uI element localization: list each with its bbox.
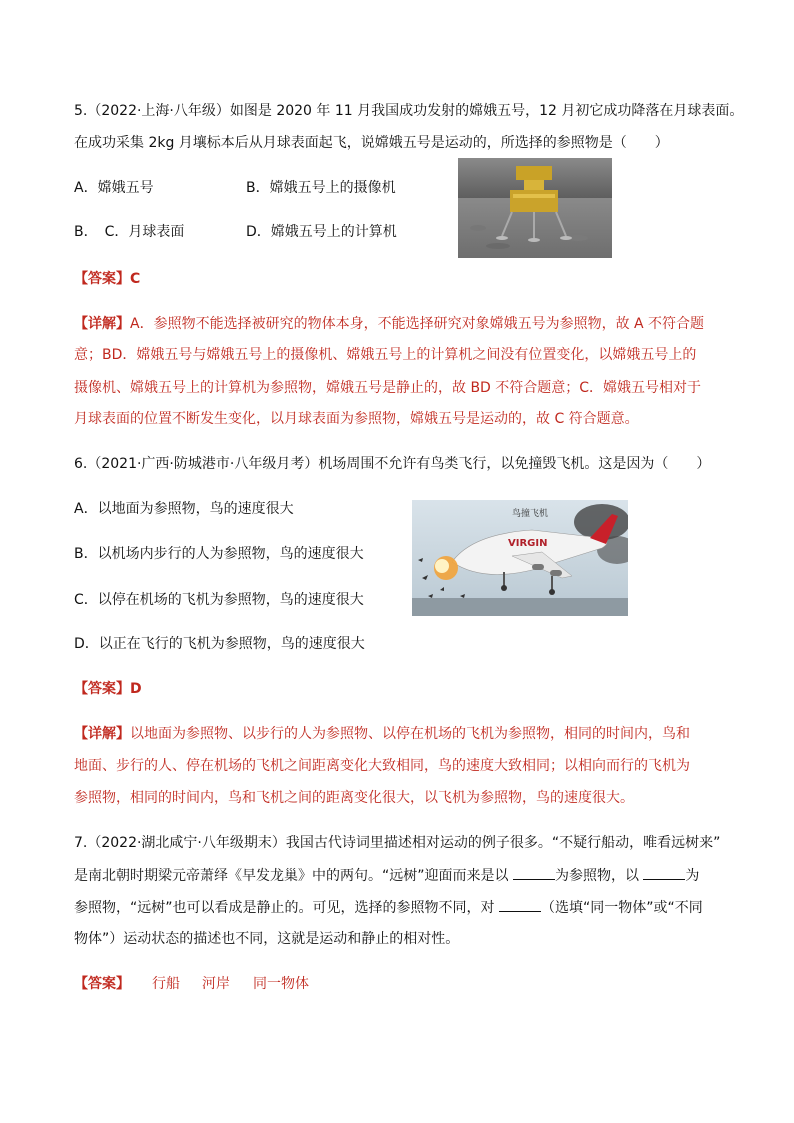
q6-answer-label: 【答案】: [74, 681, 130, 697]
q5-option-d: D．嫦娥五号上的计算机: [246, 224, 397, 240]
q6-answer: [74, 679, 142, 699]
q6-answer-value: D: [130, 681, 142, 697]
q7-answer-1: 行船: [152, 976, 180, 992]
q7-stem-line4: 物体”）运动状态的描述也不同，这就是运动和静止的相对性。: [74, 931, 460, 947]
q7-blank-1: [513, 865, 555, 880]
q7-answer-label: 【答案】: [74, 976, 130, 992]
bird-strike-image: [412, 500, 628, 616]
q7-blank-3: [499, 897, 541, 912]
q7-stem-line3-part1: 参照物，“远树”也可以看成是静止的。可见，选择的参照物不同，对: [74, 900, 495, 916]
q7-answer-2: 河岸: [202, 976, 230, 992]
q7-blank-2: [643, 865, 685, 880]
q6-option-a: A．以地面为参照物，鸟的速度很大: [74, 501, 294, 517]
q6-option-c: C．以停在机场的飞机为参照物，鸟的速度很大: [74, 592, 364, 608]
q5-answer-value: C: [130, 271, 141, 287]
q5-option-b: B．嫦娥五号上的摄像机: [246, 180, 396, 196]
q7-stem-line2-part3: 为: [685, 868, 700, 884]
q5-detail-text1: A．参照物不能选择被研究的物体本身，不能选择研究对象嫦娥五号为参照物，故 A 不符合题: [130, 316, 705, 332]
q6-option-b: B．以机场内步行的人为参照物，鸟的速度很大: [74, 546, 364, 562]
q6-detail-label: 【详解】: [74, 726, 130, 742]
q5-detail-line4: 月球表面的位置不断发生变化，以月球表面为参照物，嫦娥五号是运动的，故 C 符合题意。: [74, 411, 639, 427]
q7-stem-line2: [74, 865, 699, 886]
q7-answer: [74, 974, 130, 994]
change5-lander-image: [458, 158, 612, 258]
svg-text:VIRGIN: VIRGIN: [508, 538, 548, 549]
q7-answer-3: 同一物体: [253, 976, 309, 992]
q7-stem-line2-part1: 是南北朝时期梁元帝萧绎《早发龙巢》中的两句。“远树”迎面而来是以: [74, 868, 509, 884]
q5-answer: [74, 269, 140, 289]
q5-detail-label: 【详解】: [74, 316, 130, 332]
q5-stem-line1: 5.（2022·上海·八年级）如图是 2020 年 11 月我国成功发射的嫦娥五号，12 月初它成功降落在月球表面。: [74, 103, 744, 119]
q6-stem: 6.（2021·广西·防城港市·八年级月考）机场周围不允许有鸟类飞行，以免撞毁飞机。这是因为（ ）: [74, 456, 711, 472]
q6-detail-text1: 以地面为参照物、以步行的人为参照物、以停在机场的飞机为参照物，相同的时间内，鸟和: [130, 726, 690, 742]
q6-option-d: D．以正在飞行的飞机为参照物，鸟的速度很大: [74, 636, 365, 652]
q5-option-c: B． C．月球表面: [74, 224, 185, 240]
q5-stem-line2: 在成功采集 2kg 月壤标本后从月球表面起飞，说嫦娥五号是运动的，所选择的参照物是（ ）: [74, 135, 669, 151]
q5-detail-line1: [74, 314, 704, 334]
q6-detail-line3: 参照物，相同的时间内，鸟和飞机之间的距离变化很大，以飞机为参照物，鸟的速度很大。: [74, 790, 634, 806]
q7-stem-line2-part2: 为参照物，以: [554, 868, 639, 884]
bird-strike-caption: 鸟撞飞机: [512, 509, 549, 519]
q7-stem-line3: [74, 897, 703, 918]
q5-detail-line3: 摄像机、嫦娥五号上的计算机为参照物，嫦娥五号是静止的，故 BD 不符合题意；C．嫦娥五号相对于: [74, 380, 702, 396]
q5-option-a: A．嫦娥五号: [74, 180, 154, 196]
q7-stem-line3-part2: （选填“同一物体”或“不同: [540, 900, 703, 916]
q7-stem-line1: 7.（2022·湖北咸宁·八年级期末）我国古代诗词里描述相对运动的例子很多。“不疑行船动，唯看远树来”: [74, 835, 721, 851]
q6-detail-line2: 地面、步行的人、停在机场的飞机之间距离变化大致相同，鸟的速度大致相同；以相向而行的飞机为: [74, 758, 690, 774]
q6-detail-line1: [74, 724, 690, 744]
q5-answer-label: 【答案】: [74, 271, 130, 287]
q5-detail-line2: 意；BD．嫦娥五号与嫦娥五号上的摄像机、嫦娥五号上的计算机之间没有位置变化，以嫦娥五号上的: [74, 347, 697, 363]
